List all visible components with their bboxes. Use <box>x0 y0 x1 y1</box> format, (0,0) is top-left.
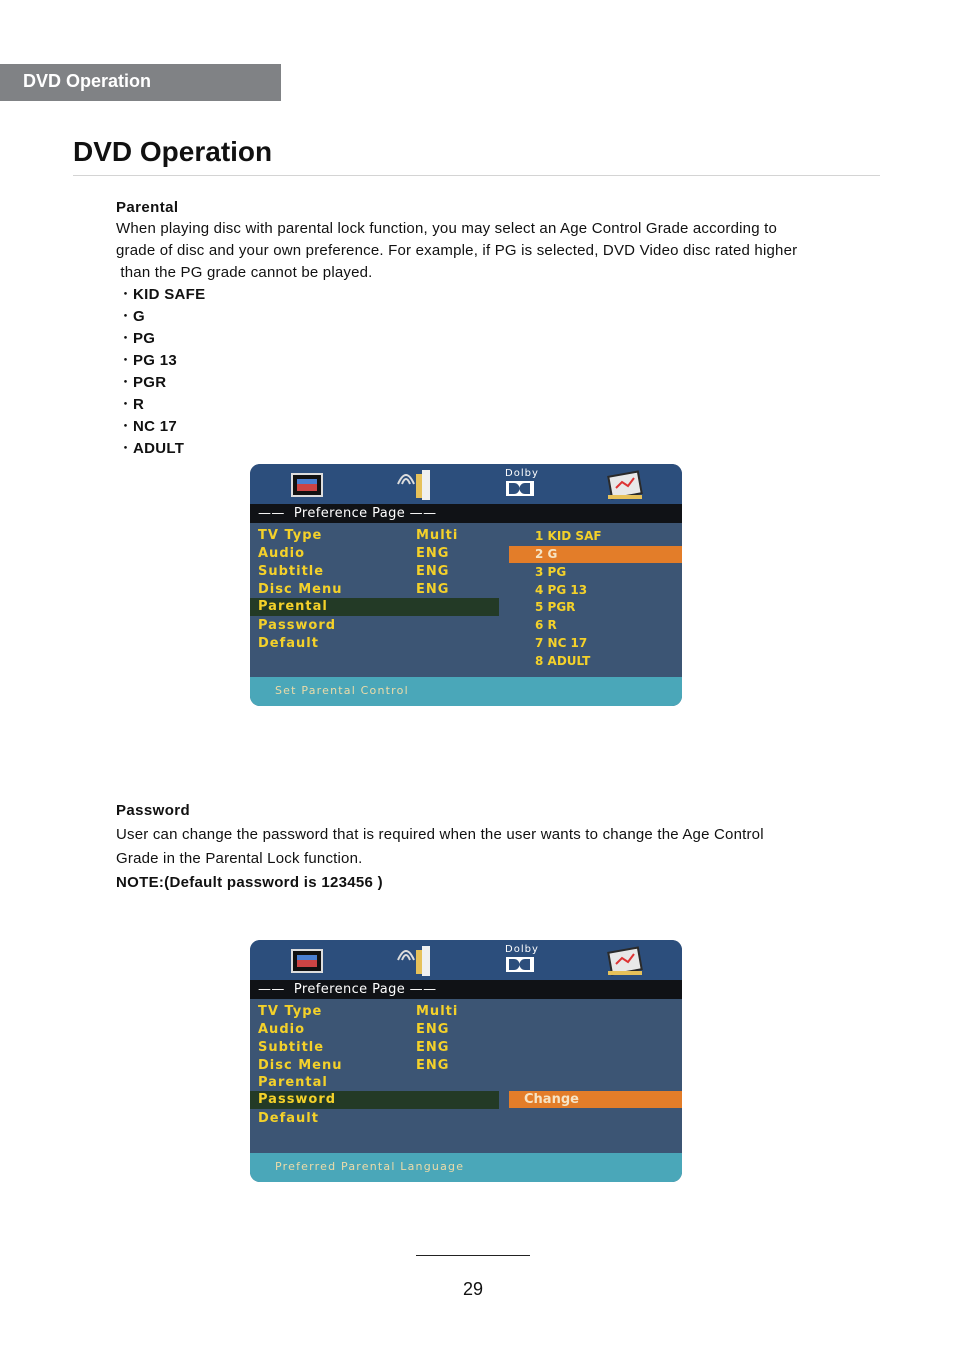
dolby-label: Dolby <box>505 944 539 955</box>
dolby-label: Dolby <box>505 468 539 479</box>
menu-row-tv-type[interactable]: TV Type Multi <box>258 1004 459 1019</box>
grade-option-selected[interactable]: 2 G <box>509 546 682 563</box>
change-password-option[interactable]: Change <box>509 1091 682 1108</box>
section-tab: DVD Operation <box>0 64 281 101</box>
grade-item: ・ADULT <box>118 440 185 457</box>
tv-screen-icon <box>288 944 328 976</box>
menu-row-parental[interactable]: Parental <box>258 1075 328 1090</box>
grade-option[interactable]: 3 PG <box>535 565 567 579</box>
grade-item: ・G <box>118 308 145 325</box>
osd-status-bar: Preferred Parental Language <box>250 1153 682 1182</box>
password-line-2: Grade in the Parental Lock function. <box>116 850 363 867</box>
grade-item: ・PGR <box>118 374 167 391</box>
parental-description <box>116 218 856 284</box>
parental-line-2: grade of disc and your own preference. For example, if PG is selected, DVD Video disc rated higher <box>116 242 798 259</box>
grade-item: ・PG <box>118 330 156 347</box>
osd-screen-parental <box>250 464 682 706</box>
tv-screen-icon <box>288 468 328 500</box>
page-number: 29 <box>462 1279 484 1299</box>
parental-line-3: than the PG grade cannot be played. <box>116 264 373 281</box>
menu-row-password[interactable]: Password <box>250 1091 499 1109</box>
osd-icon-bar <box>250 940 682 980</box>
preference-icon <box>606 468 646 502</box>
grade-item: ・R <box>118 396 145 413</box>
menu-row-default[interactable]: Default <box>258 636 319 651</box>
grade-list <box>118 284 205 460</box>
osd-header: —— Preference Page —— <box>250 504 682 523</box>
grade-option[interactable]: 4 PG 13 <box>535 583 588 597</box>
default-password-note: NOTE:(Default password is 123456 ) <box>116 874 383 891</box>
preference-icon <box>606 944 646 978</box>
grade-option[interactable]: 6 R <box>535 618 557 632</box>
osd-status-bar: Set Parental Control <box>250 677 682 706</box>
speaker-icon <box>396 944 440 978</box>
menu-row-tv-type[interactable]: TV Type Multi <box>258 528 459 543</box>
title-divider <box>73 175 880 176</box>
dolby-logo-icon <box>505 480 537 498</box>
osd-icon-bar <box>250 464 682 504</box>
grade-option[interactable]: 5 PGR <box>535 600 576 614</box>
menu-row-audio[interactable]: Audio ENG <box>258 1022 450 1037</box>
grade-item: ・KID SAFE <box>118 286 206 303</box>
page-title: DVD Operation <box>73 136 273 167</box>
menu-row-default[interactable]: Default <box>258 1111 319 1126</box>
password-line-1: User can change the password that is required when the user wants to change the Age Control <box>116 826 764 843</box>
menu-row-disc-menu[interactable]: Disc Menu ENG <box>258 1058 450 1073</box>
menu-row-subtitle[interactable]: Subtitle ENG <box>258 1040 450 1055</box>
grade-item: ・PG 13 <box>118 352 178 369</box>
grade-item: ・NC 17 <box>118 418 178 435</box>
menu-row-disc-menu[interactable]: Disc Menu ENG <box>258 582 450 597</box>
parental-heading: Parental <box>116 199 179 216</box>
page-number-rule <box>416 1255 530 1256</box>
osd-screen-password <box>250 940 682 1182</box>
grade-option[interactable]: 7 NC 17 <box>535 636 588 650</box>
dolby-logo-icon <box>505 956 537 974</box>
password-heading: Password <box>116 802 191 819</box>
menu-row-password[interactable]: Password <box>258 618 337 633</box>
grade-option[interactable]: 8 ADULT <box>535 654 591 668</box>
password-description <box>116 823 856 871</box>
menu-row-audio[interactable]: Audio ENG <box>258 546 450 561</box>
osd-header: —— Preference Page —— <box>250 980 682 999</box>
speaker-icon <box>396 468 440 502</box>
menu-row-subtitle[interactable]: Subtitle ENG <box>258 564 450 579</box>
parental-line-1: When playing disc with parental lock function, you may select an Age Control Grade according to <box>116 220 778 237</box>
grade-option[interactable]: 1 KID SAF <box>535 529 602 543</box>
menu-row-parental[interactable]: Parental <box>250 598 499 616</box>
